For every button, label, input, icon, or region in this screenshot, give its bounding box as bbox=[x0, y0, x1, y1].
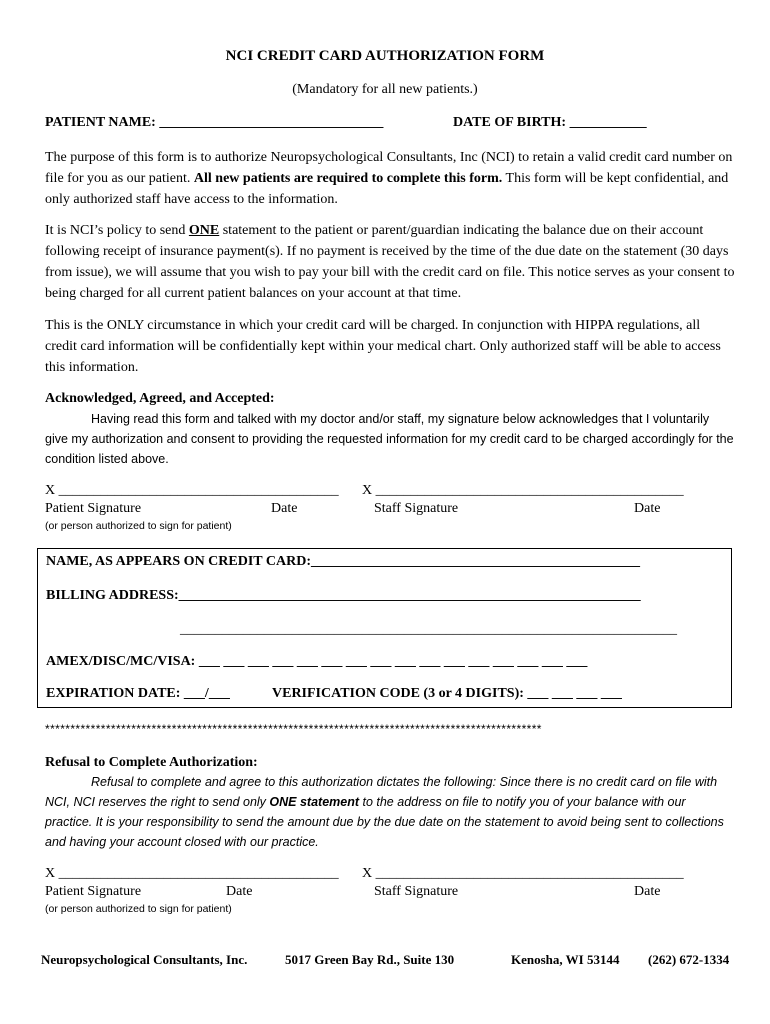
purpose-text-end: This form will be kept confidential, and only authorized staff have access to the information. bbox=[45, 171, 729, 207]
form-subtitle: (Mandatory for all new patients.) bbox=[292, 82, 478, 97]
footer-phone: (262) 672-1334 bbox=[648, 952, 730, 967]
acknowledgement-paragraph bbox=[45, 409, 735, 469]
refusal-staff-date-label: Date bbox=[634, 884, 661, 899]
policy-text-start: It is NCI’s policy to send bbox=[45, 223, 189, 238]
footer-city: Kenosha, WI 53144 bbox=[511, 952, 620, 967]
refusal-staff-signature-label: Staff Signature bbox=[374, 884, 459, 899]
card-number-field[interactable]: AMEX/DISC/MC/VISA: ___ ___ ___ ___ ___ ___ ___ ___ ___ ___ ___ ___ ___ ___ ___ ___ bbox=[46, 654, 588, 669]
authorized-note: (or person authorized to sign for patient) bbox=[45, 520, 232, 532]
policy-paragraph bbox=[45, 220, 735, 304]
staff-signature-label: Staff Signature bbox=[374, 501, 459, 516]
acknowledgement-heading: Acknowledged, Agreed, and Accepted: bbox=[45, 391, 275, 406]
staff-date-label: Date bbox=[634, 501, 661, 516]
purpose-text-start: The purpose of this form is to authorize Neuropsychological Consultants, Inc (NCI) to retain a valid credit card number on file for you as our patient. bbox=[45, 150, 733, 186]
card-name-field[interactable]: NAME, AS APPEARS ON CREDIT CARD:_______________________________________________ bbox=[46, 554, 640, 569]
purpose-paragraph bbox=[45, 147, 735, 210]
patient-signature-line[interactable]: X ________________________________________ bbox=[45, 483, 339, 498]
policy-text-end: statement to the patient or parent/guardian indicating the balance due on their account following receipt of insurance payment(s). If no payment is received by the time of the due date on the statement (30 days from issue), we will assume that you wish to pay your bill with the credit card on file. This notice serves as your consent to being charged for all current patient balances on your account at that time. bbox=[45, 223, 735, 301]
refusal-text-start: Refusal to complete and agree to this authorization dictates the following: Since there is no credit card on file with NCI, NCI reserves the right to send only bbox=[45, 775, 718, 809]
refusal-heading: Refusal to Complete Authorization: bbox=[45, 755, 258, 770]
refusal-paragraph bbox=[45, 772, 735, 852]
refusal-patient-signature-label: Patient Signature bbox=[45, 884, 142, 899]
patient-name-field[interactable]: PATIENT NAME: ________________________________ bbox=[45, 115, 384, 130]
star-separator: ************************************************************************************************** bbox=[45, 722, 542, 736]
billing-address-field[interactable]: BILLING ADDRESS:__________________________________________________________________ bbox=[46, 588, 641, 603]
refusal-patient-date-label: Date bbox=[226, 884, 253, 899]
purpose-text-bold: All new patients are required to complete this form. bbox=[193, 171, 503, 186]
refusal-text-bold: ONE statement bbox=[269, 795, 360, 809]
refusal-authorized-note: (or person authorized to sign for patient) bbox=[45, 903, 232, 915]
patient-signature-label: Patient Signature bbox=[45, 501, 142, 516]
refusal-patient-signature-line[interactable]: X ________________________________________ bbox=[45, 866, 339, 881]
date-of-birth-field[interactable]: DATE OF BIRTH: ___________ bbox=[453, 115, 647, 130]
patient-date-label: Date bbox=[271, 501, 298, 516]
verification-code-field[interactable]: VERIFICATION CODE (3 or 4 DIGITS): ___ ___ ___ ___ bbox=[272, 686, 622, 701]
footer-company: Neuropsychological Consultants, Inc. bbox=[41, 952, 248, 967]
refusal-text-end: to the address on file to notify you of your balance with our practice. It is your responsibility to send the amount due by the due date on the statement to avoid being sent to collections and having your account closed with our practice. bbox=[45, 795, 724, 849]
circumstance-paragraph: This is the ONLY circumstance in which your credit card will be charged. In conjunction with HIPPA regulations, all credit card information will be confidentially kept within your medical chart. Only authorized staff will be able to access this information. bbox=[45, 318, 721, 375]
refusal-staff-signature-line[interactable]: X ____________________________________________ bbox=[362, 866, 684, 881]
acknowledgement-text: Having read this form and talked with my doctor and/or staff, my signature below acknowledges that I voluntarily give my authorization and consent to providing the requested information for my credit card to be charged accordingly for the condition listed above. bbox=[45, 412, 734, 466]
form-title: NCI CREDIT CARD AUTHORIZATION FORM bbox=[225, 48, 545, 64]
credit-card-box bbox=[37, 548, 732, 708]
staff-signature-line[interactable]: X ____________________________________________ bbox=[362, 483, 684, 498]
billing-address-field-2[interactable]: _______________________________________________________________________ bbox=[180, 622, 677, 637]
footer-address: 5017 Green Bay Rd., Suite 130 bbox=[285, 952, 455, 967]
expiration-date-field[interactable]: EXPIRATION DATE: ___/___ bbox=[46, 686, 230, 701]
policy-text-one: ONE bbox=[188, 223, 220, 238]
